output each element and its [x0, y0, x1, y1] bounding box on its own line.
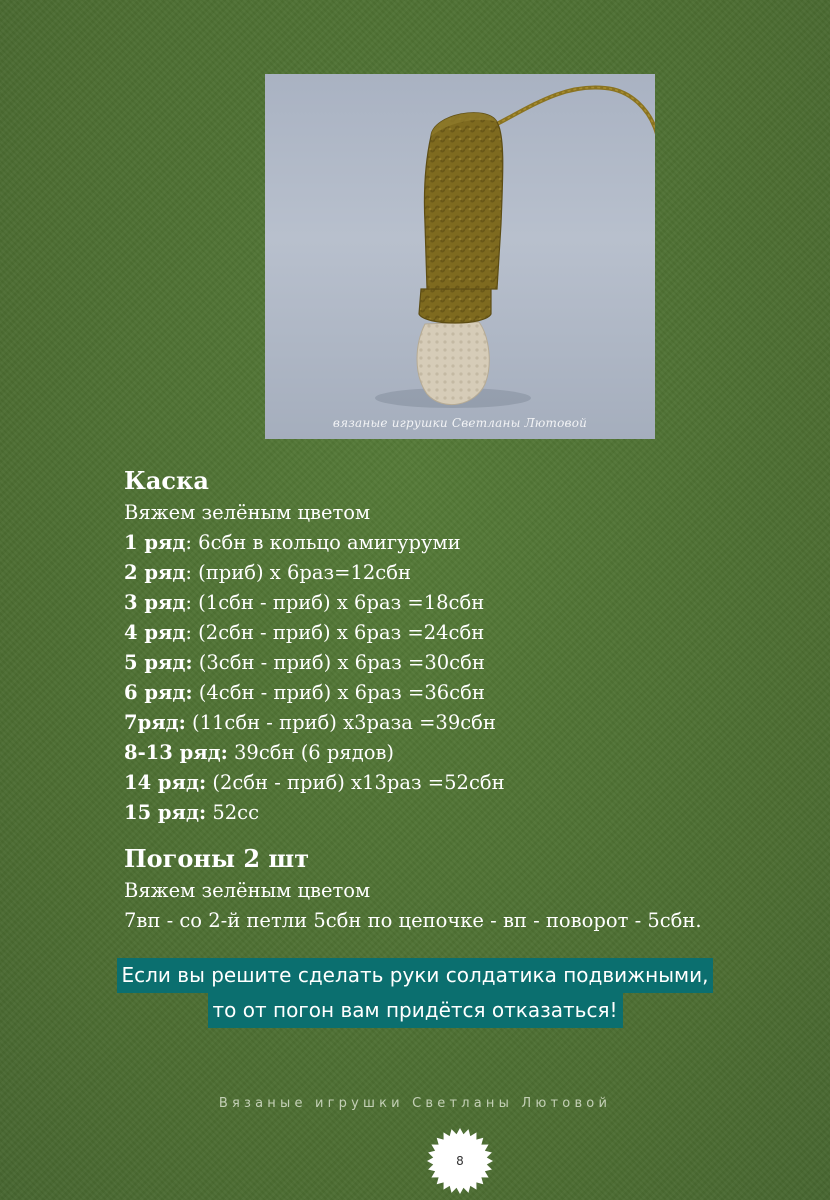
section-spacer — [124, 828, 804, 842]
note-line-2: то от погон вам придётся отказаться! — [208, 993, 623, 1028]
instruction-line: 5 ряд: (3сбн - приб) х 6раз =30сбн — [124, 651, 485, 674]
instruction-line: 15 ряд: 52сс — [124, 801, 260, 824]
pattern-instructions — [124, 464, 804, 936]
section-title: Каска — [124, 466, 209, 495]
section-epaulettes — [124, 842, 804, 936]
section-title: Погоны 2 шт — [124, 844, 310, 873]
instruction-line: 7вп - со 2-й петли 5сбн по цепочке - вп - поворот - 5сбн. — [124, 909, 702, 932]
instruction-line: 2 ряд: (приб) х 6раз=12сбн — [124, 561, 411, 584]
instruction-line: 1 ряд: 6сбн в кольцо амигуруми — [124, 531, 461, 554]
instruction-line: Вяжем зелёным цветом — [124, 501, 371, 524]
photo-watermark: вязаные игрушки Светланы Лютовой — [332, 416, 588, 430]
instruction-line: 3 ряд: (1сбн - приб) х 6раз =18сбн — [124, 591, 485, 614]
page-number-badge — [425, 1126, 495, 1196]
section-helmet — [124, 464, 804, 828]
instruction-line: Вяжем зелёным цветом — [124, 879, 371, 902]
footer-text: Вязаные игрушки Светланы Лютовой — [218, 1096, 612, 1111]
instruction-line: 8-13 ряд: 39сбн (6 рядов) — [124, 741, 395, 764]
instruction-line: 14 ряд: (2сбн - приб) х13раз =52сбн — [124, 771, 505, 794]
instruction-line: 6 ряд: (4сбн - приб) х 6раз =36сбн — [124, 681, 485, 704]
crochet-helmet-illustration — [265, 74, 655, 439]
highlight-note — [0, 958, 830, 1028]
page-number: 8 — [456, 1154, 464, 1168]
product-photo — [265, 74, 655, 439]
instruction-line: 4 ряд: (2сбн - приб) х 6раз =24сбн — [124, 621, 485, 644]
instruction-line: 7ряд: (11сбн - приб) х3раза =39сбн — [124, 711, 496, 734]
note-line-1: Если вы решите сделать руки солдатика подвижными, — [117, 958, 714, 993]
